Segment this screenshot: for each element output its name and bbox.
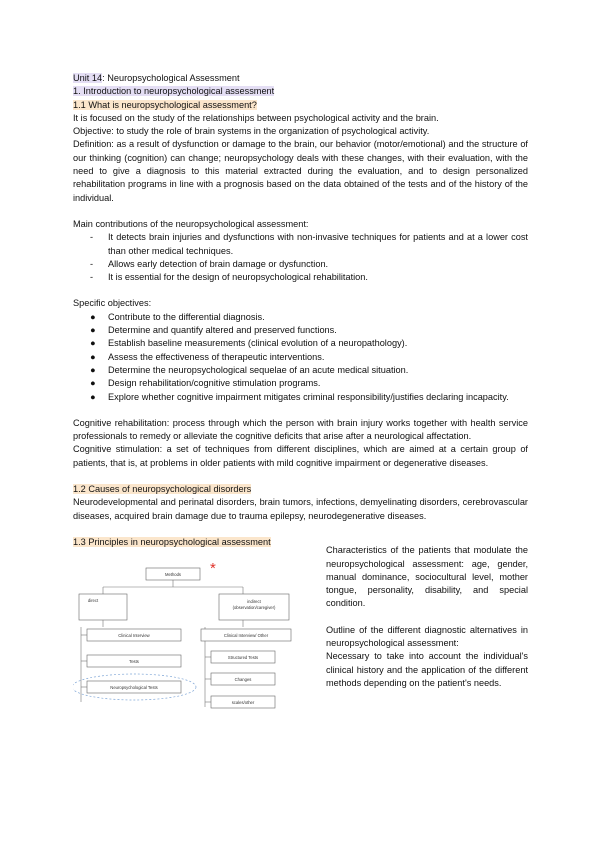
section-1-1-heading: 1.1 What is neuropsychological assessment? bbox=[73, 99, 257, 110]
diagram-label-direct: direct bbox=[87, 598, 99, 604]
list-item: ● Assess the effectiveness of therapeutic interventions. bbox=[90, 351, 325, 362]
list-item: - Allows early detection of brain damage or dysfunction. bbox=[90, 258, 329, 269]
diagram-box-direct bbox=[79, 594, 127, 620]
section-1-2-heading: 1.2 Causes of neuropsychological disorders bbox=[73, 484, 252, 495]
diagram-label-right-2: Structured Tests bbox=[227, 655, 259, 661]
diagram-label-right-1: Clinical Interview/ Other bbox=[223, 633, 269, 639]
diagram-label-left-1: Clinical Interview bbox=[118, 633, 150, 639]
contributions-title: Main contributions of the neuropsychological assessment: bbox=[73, 218, 309, 229]
unit-label: Unit 14 bbox=[73, 73, 103, 83]
list-item: ● Explore whether cognitive impairment mitigates criminal responsibility/justifies declaring incapacity. bbox=[90, 391, 509, 402]
methods-diagram bbox=[73, 557, 298, 725]
diagram-label-left-3: Neuropsychological Tests bbox=[110, 685, 158, 691]
cognitive-stimulation-paragraph: Cognitive stimulation: a set of techniques from different disciplines, which are aimed at a certain group of patients, that is, at problems in older patients with mild cognitive impairment or degenerative diseases. bbox=[73, 444, 528, 468]
diagram-label-indirect: indirect bbox=[247, 599, 261, 605]
specific-objectives-list bbox=[73, 311, 528, 404]
list-item: - It is essential for the design of neuropsychological rehabilitation. bbox=[90, 272, 368, 283]
focus-paragraph: It is focused on the study of the relationships between psychological activity and the brain. bbox=[73, 112, 439, 123]
cognitive-rehabilitation-paragraph: Cognitive rehabilitation: process through which the person with brain injury works together with health service professionals to remedy or alleviate the cognitive deficits that arise after a neurological affectation. bbox=[73, 417, 528, 442]
diagram-label-left-2: Tests bbox=[129, 659, 139, 665]
section-1-heading: 1. Introduction to neuropsychological assessment bbox=[73, 86, 275, 97]
list-item: ● Design rehabilitation/cognitive stimulation programs. bbox=[90, 378, 321, 389]
contributions-list bbox=[73, 231, 528, 284]
section-1-3-heading: 1.3 Principles in neuropsychological assessment bbox=[73, 536, 271, 547]
list-item: - It detects brain injuries and dysfunctions with non-invasive techniques for patients and at a lower cost than other medical techniques. bbox=[90, 232, 528, 256]
outline-paragraph: Outline of the different diagnostic alternatives in neuropsychological assessment: bbox=[326, 624, 528, 648]
diagram-label-right-4: scales/other bbox=[231, 700, 255, 706]
diagram-label-indirect-sub: (observation/caregiver) bbox=[232, 605, 276, 611]
causes-paragraph: Neurodevelopmental and perinatal disorders, brain tumors, infections, demyelinating disorders, cerebrovascular diseases, acquired brain damage due to trauma epilepsy, neurodegenerative diseases. bbox=[73, 497, 528, 521]
list-item: ● Contribute to the differential diagnosis. bbox=[90, 311, 265, 322]
diagram-label-right-3: Changes bbox=[234, 677, 252, 683]
list-item: ● Determine the neuropsychological sequelae of an acute medical situation. bbox=[90, 364, 409, 375]
list-item: ● Establish baseline measurements (clinical evolution of a neuropathology). bbox=[90, 338, 408, 349]
unit-name: : Neuropsychological Assessment bbox=[102, 73, 240, 83]
principles-section bbox=[73, 545, 528, 724]
unit-title bbox=[73, 72, 528, 85]
star-mark: * bbox=[210, 560, 216, 578]
objective-paragraph: Objective: to study the role of brain systems in the organization of psychological activity. bbox=[73, 126, 430, 137]
diagram-label-methods: Methods bbox=[164, 572, 182, 578]
characteristics-paragraph: Characteristics of the patients that modulate the neuropsychological assessment: age, gender, manual dominance, sociocultural level, mother tongue, personality, disability, and special condition. bbox=[326, 545, 528, 609]
principles-right-column bbox=[326, 544, 528, 690]
necessary-paragraph: Necessary to take into account the individual's clinical history and the application of the different methods depending on the patient's needs. bbox=[326, 651, 528, 688]
document-page bbox=[73, 72, 528, 724]
list-item: ● Determine and quantify altered and preserved functions. bbox=[90, 325, 337, 336]
definition-paragraph: Definition: as a result of dysfunction or damage to the brain, our behavior (motor/emotional) and the structure of our thinking (cognition) can change; neuropsychology deals with these changes, with their evaluation, with the need to give a diagnosis to this material extracted during the evaluation, and to design personalized rehabilitation programs in line with a prognosis based on the data obtained of the tests and of the history of the individual. bbox=[73, 139, 528, 203]
specific-objectives-title: Specific objectives: bbox=[73, 298, 152, 309]
